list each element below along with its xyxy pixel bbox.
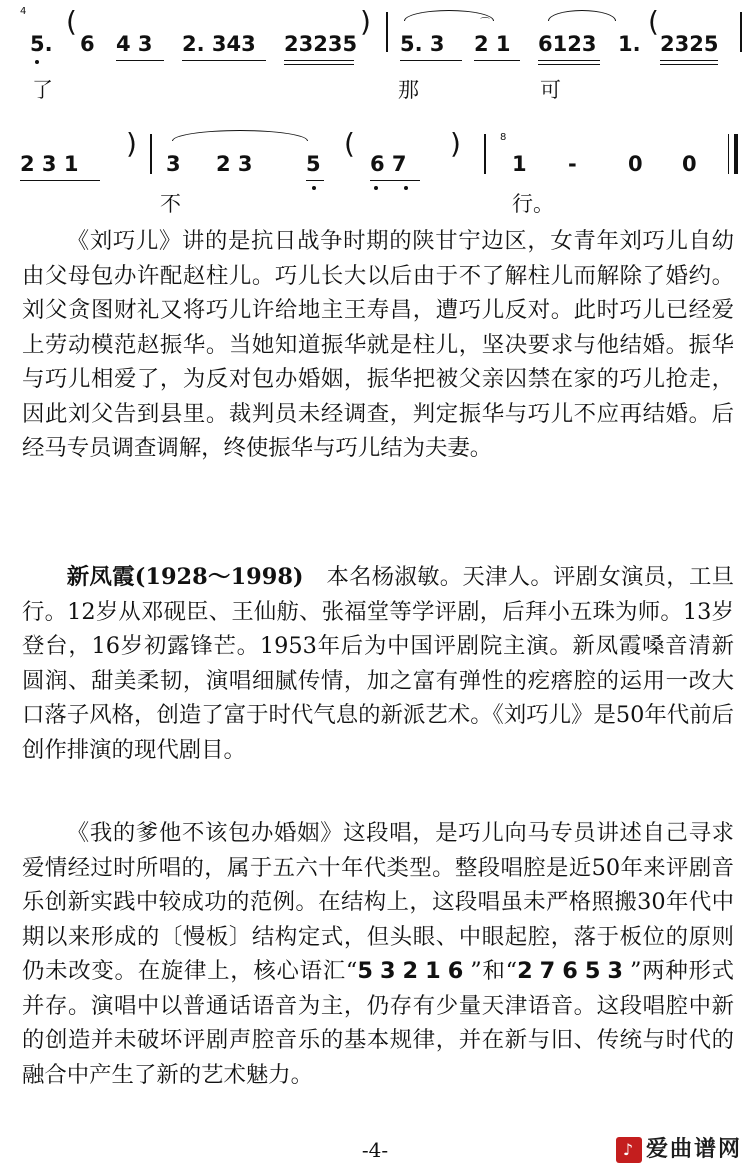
bar-line <box>740 12 742 52</box>
note: 1. <box>618 32 641 56</box>
note: 6 7 <box>370 152 407 176</box>
paren-close: ) <box>126 127 137 160</box>
paragraph-plot: 《刘巧儿》讲的是抗日战争时期的陕甘宁边区，女青年刘巧儿自幼由父母包办许配赵柱儿。巧儿长大以后由于不了解柱儿而解除了婚约。刘父贪图财礼又将巧儿许给地主王寿昌，遭巧儿反对。此时巧儿已经爱上劳动模范赵振华。当她知道振华就是柱儿，坚决要求与他结婚。振华与巧儿相爱了，为反对包办婚姻，振华把被父亲囚禁在家的巧儿抢走，因此刘父告到县里。裁判员未经调查，判定振华与巧儿不应再结婚。后经马专员调查调解，终使振华与巧儿结为夫妻。 <box>22 228 734 461</box>
analysis-text: ”和“ <box>470 958 518 984</box>
score-row-1 <box>0 0 750 120</box>
lyric: 了 <box>32 78 53 102</box>
analysis-text: ”两种形式并存。演唱中以普通话语音为主，仍存有少量天津语音。这段唱腔中新的创造并未破坏评剧声腔音乐的基本规律，并在新与旧、传统与时代的融合中产生了新的艺术魅力。 <box>22 958 734 1088</box>
logo-text: 爱曲谱网 <box>645 1137 742 1162</box>
note: 5. 3 <box>400 32 445 56</box>
low-dot <box>35 60 39 64</box>
slur <box>172 130 308 141</box>
low-dot <box>404 186 408 190</box>
paragraph-analysis <box>22 816 734 1092</box>
paren-open: ( <box>648 5 659 38</box>
underline <box>20 180 100 181</box>
ornament-mark: ⌒ <box>480 18 490 29</box>
final-bar-line <box>728 134 729 174</box>
bar-line <box>484 134 486 174</box>
note: 3 <box>166 152 181 176</box>
note: 23235 <box>284 32 358 56</box>
note: 2 3 <box>216 152 253 176</box>
underline <box>538 60 600 61</box>
note: 6 <box>80 32 95 56</box>
underline <box>306 180 324 181</box>
motif-numbers: 53216 <box>357 958 471 984</box>
analysis-text: 《我的爹他不该包办婚姻》这段唱，是巧儿向马专员讲述自己寻求爱情经过时所唱的，属于五六十年代类型。整段唱腔是近50年来评剧音乐创新实践中较成功的范例。在结构上，这段唱虽未严格照搬30年代中期以来形成的〔慢板〕结构定式，但头眼、中眼起腔，落于板位的原则仍未改变。在旋律上，核心语汇“ <box>22 820 734 984</box>
low-dot <box>312 186 316 190</box>
low-dot <box>374 186 378 190</box>
paren-open: ( <box>344 127 355 160</box>
underline <box>660 64 718 65</box>
biography-heading: 新凤霞(1928～1998) <box>66 564 304 590</box>
underline <box>538 64 600 65</box>
final-bar-line <box>734 134 738 174</box>
note: 1 <box>512 152 527 176</box>
page-number: -4- <box>361 1138 389 1162</box>
paren-close: ) <box>450 127 461 160</box>
note: 2. 343 <box>182 32 256 56</box>
underline <box>660 60 718 61</box>
note: 6123 <box>538 32 597 56</box>
note: 0 <box>628 152 643 176</box>
note: 2325 <box>660 32 719 56</box>
note: 5 <box>306 152 321 176</box>
underline <box>400 60 462 61</box>
bar-line <box>386 12 388 52</box>
underline <box>182 60 266 61</box>
lyric: 那 <box>398 78 419 102</box>
underline <box>284 64 354 65</box>
underline <box>370 180 420 181</box>
underline <box>474 60 520 61</box>
note: - <box>568 152 577 176</box>
clef-mark: 4 <box>20 6 27 17</box>
underline <box>116 60 164 61</box>
biography-body: 本名杨淑敏。天津人。评剧女演员，工旦行。12岁从邓砚臣、王仙舫、张福堂等学评剧，后拜小五珠为师。13岁登台，16岁初露锋芒。1953年后为中国评剧院主演。新凤霞嗓音清新圆润、甜美柔韧，演唱细腻传情，加之富有弹性的疙瘩腔的运用一改大口落子风格，创造了富于时代气息的新派艺术。《刘巧儿》是50年代前后创作排演的现代剧目。 <box>22 564 734 763</box>
underline <box>284 60 354 61</box>
paren-close: ) <box>360 5 371 38</box>
note: 5. <box>30 32 53 56</box>
paren-open: ( <box>66 5 77 38</box>
paragraph-biography <box>22 560 734 767</box>
music-note-icon: ♪ <box>616 1137 642 1163</box>
note: 4 3 <box>116 32 153 56</box>
site-logo <box>616 1132 742 1163</box>
clef-mark: 8 <box>500 132 507 143</box>
bar-line <box>150 134 152 174</box>
slur <box>548 10 616 21</box>
note: 0 <box>682 152 697 176</box>
note: 2 3 1 <box>20 152 79 176</box>
note: 2 1 <box>474 32 511 56</box>
motif-numbers: 27653 <box>517 958 630 984</box>
lyric: 可 <box>540 78 561 102</box>
lyric: 行。 <box>512 192 554 216</box>
lyric: 不 <box>160 192 181 216</box>
